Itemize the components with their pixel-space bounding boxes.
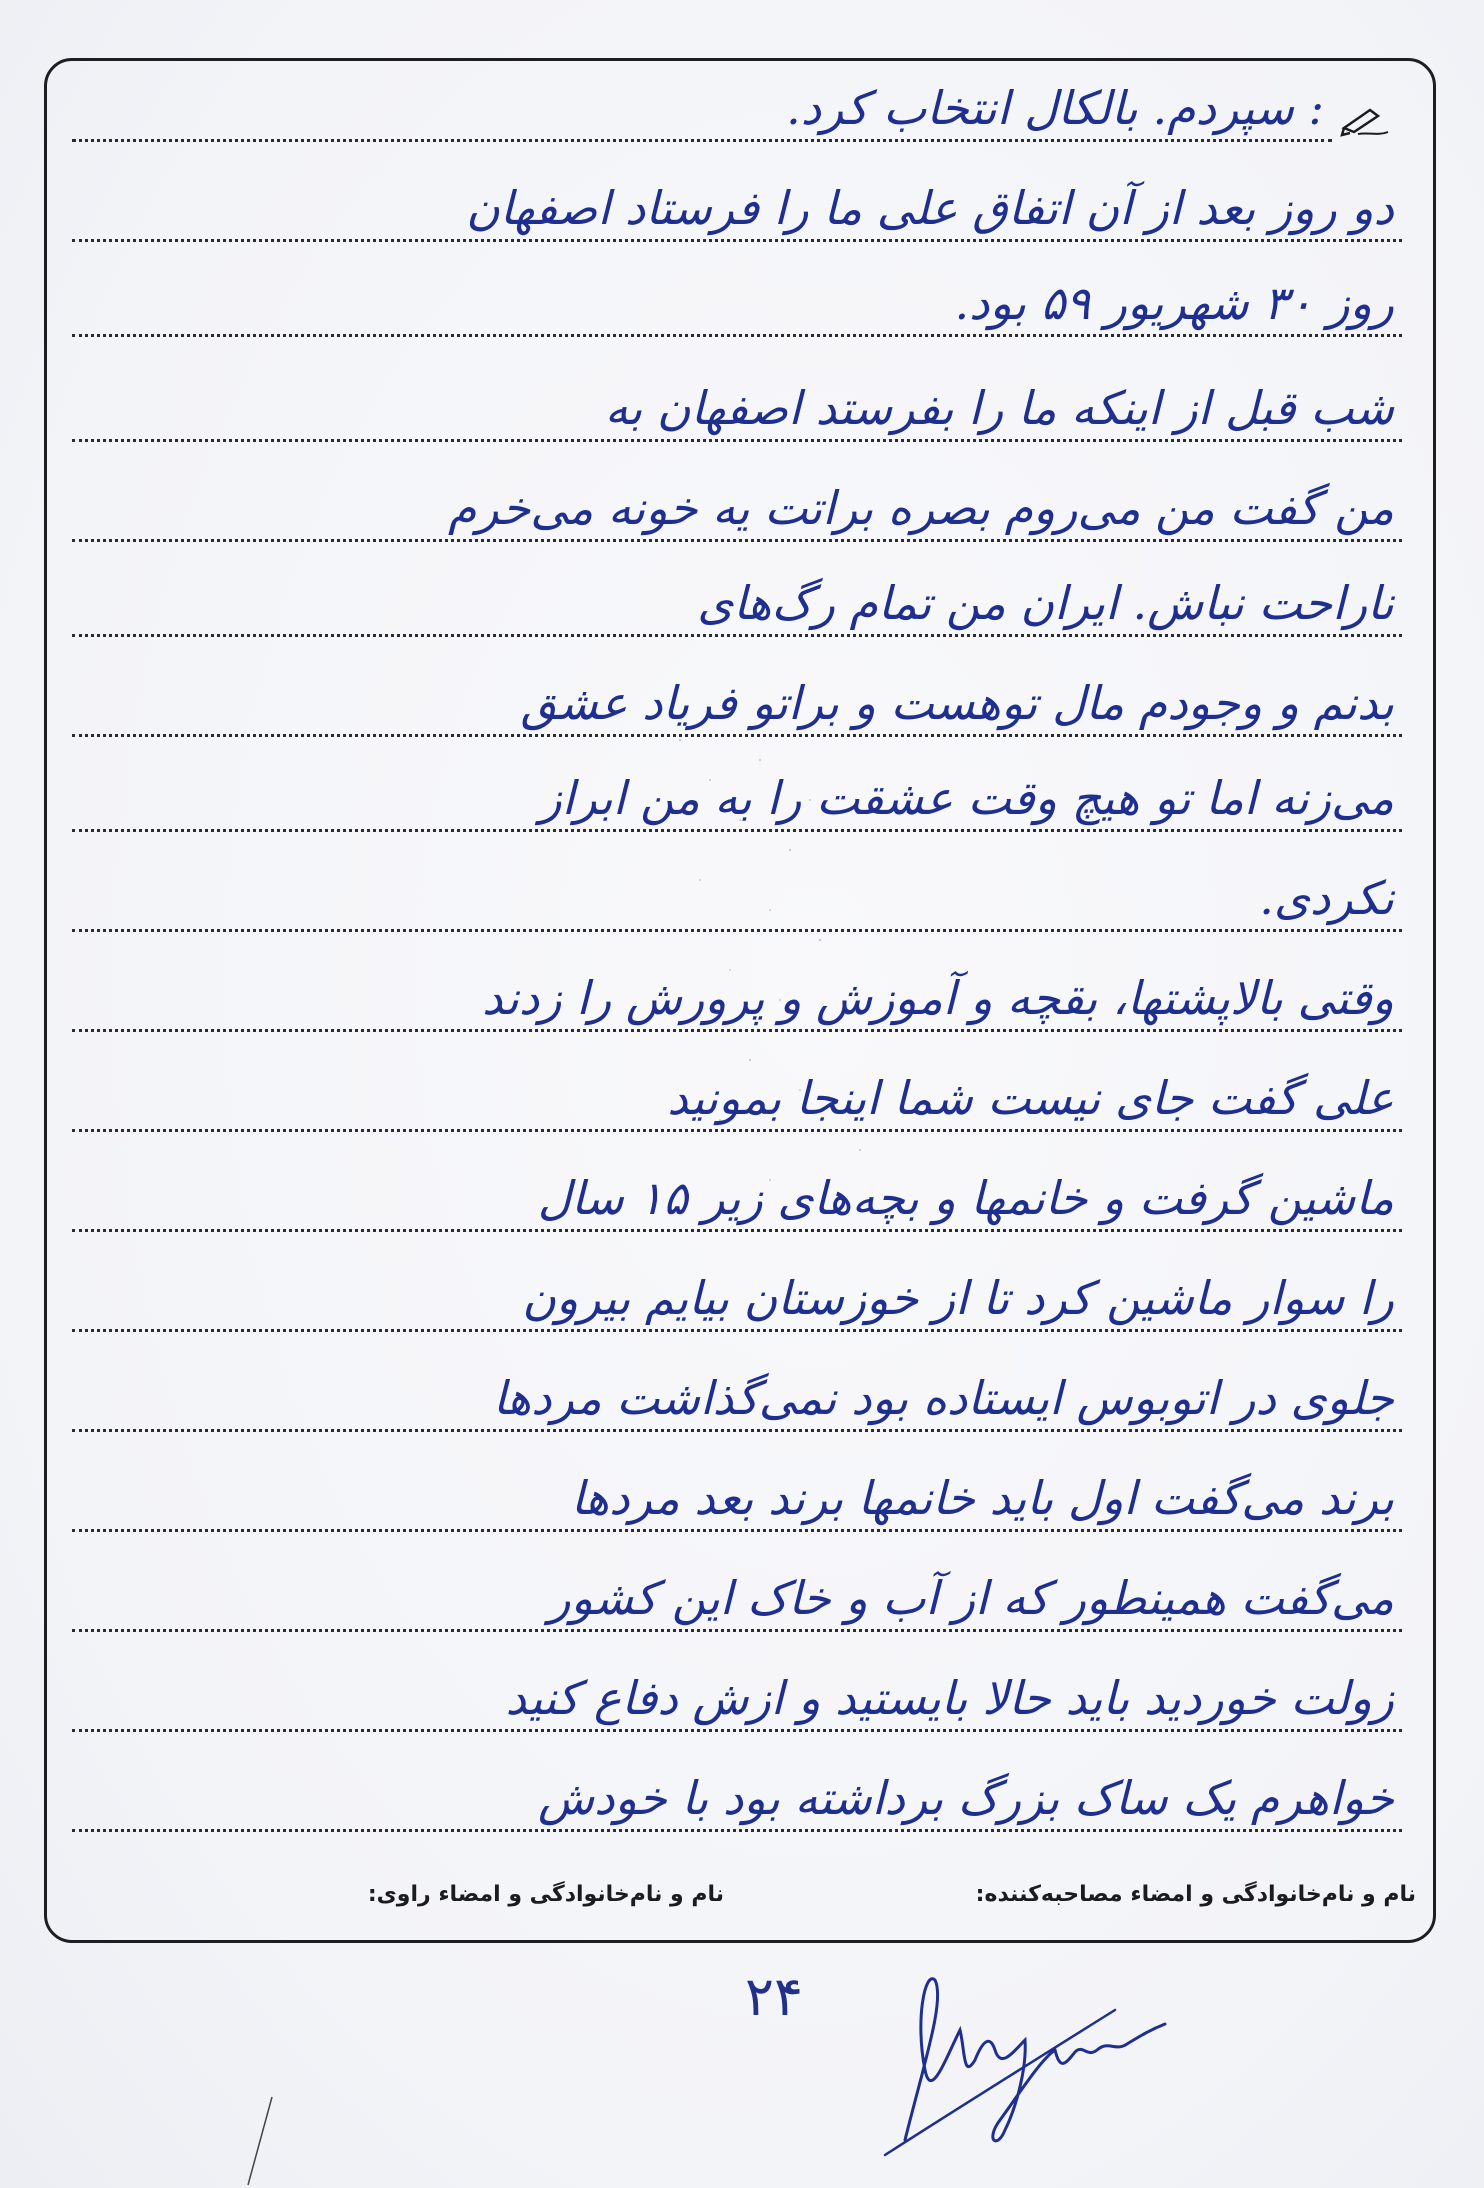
text-line	[72, 860, 1402, 932]
signature-mark	[865, 1940, 1195, 2170]
text-line	[72, 565, 1402, 637]
pen-writing-icon	[1340, 102, 1390, 138]
handwritten-text: بدنم و وجودم مال توهست و براتو فریاد عشق	[520, 676, 1394, 730]
handwritten-text: وقتی بالاپشتها، بقچه و آموزش و پرورش را زدند	[481, 971, 1394, 1025]
handwritten-text: ماشین گرفت و خانمها و بچه‌های زیر ۱۵ سال	[537, 1171, 1394, 1225]
text-line	[72, 760, 1402, 832]
handwritten-text: خواهرم یک ساک بزرگ برداشته بود با خودش	[538, 1771, 1394, 1825]
narrator-signature-label: نام و نام‌خانوادگی و امضاء راوی:	[367, 1882, 724, 1907]
handwritten-text: را سوار ماشین کرد تا از خوزستان بیایم بیرون	[522, 1271, 1394, 1325]
handwritten-text: می‌گفت همینطور که از آب و خاک این کشور	[548, 1571, 1394, 1625]
handwritten-text: علی گفت جای نیست شما اینجا بمونید	[667, 1071, 1394, 1125]
handwritten-text: روز ۳۰ شهریور ۵۹ بود.	[954, 276, 1394, 330]
text-line	[72, 1060, 1402, 1132]
handwritten-text: برند می‌گفت اول باید خانمها برند بعد مردها	[570, 1471, 1394, 1525]
handwritten-text: جلوی در اتوبوس ایستاده بود نمی‌گذاشت مردها	[492, 1371, 1394, 1425]
handwritten-text: من گفت من می‌روم بصره براتت یه خونه می‌خرم	[447, 481, 1394, 535]
text-line	[72, 1160, 1402, 1232]
text-line	[72, 1260, 1402, 1332]
text-line	[72, 1560, 1402, 1632]
stray-pen-mark	[240, 2095, 280, 2188]
handwritten-text: نکردی.	[1259, 871, 1394, 925]
handwritten-text: می‌زنه اما تو هیچ وقت عشقت را به من ابراز	[539, 771, 1394, 825]
text-line	[72, 665, 1402, 737]
handwritten-text: ناراحت نباش. ایران من تمام رگ‌های	[697, 576, 1394, 630]
handwritten-text: : سپردم. بالکال انتخاب کرد.	[786, 81, 1324, 135]
handwritten-text: شب قبل از اینکه ما را بفرستد اصفهان به	[604, 381, 1394, 435]
text-line	[72, 265, 1402, 337]
text-line	[72, 1660, 1402, 1732]
page-number: ۲۴	[745, 1965, 804, 2028]
text-line	[72, 70, 1332, 142]
text-line	[72, 370, 1402, 442]
text-line	[72, 170, 1402, 242]
handwritten-text: دو روز بعد از آن اتفاق علی ما را فرستاد اصفهان	[466, 181, 1394, 235]
text-line	[72, 1360, 1402, 1432]
handwritten-text: زولت خوردید باید حالا بایستید و ازش دفاع کنید	[505, 1671, 1394, 1725]
text-line	[72, 960, 1402, 1032]
text-line	[72, 1760, 1402, 1832]
interviewer-signature-label: نام و نام‌خانوادگی و امضاء مصاحبه‌کننده:	[975, 1882, 1416, 1907]
text-line	[72, 1460, 1402, 1532]
text-line	[72, 470, 1402, 542]
